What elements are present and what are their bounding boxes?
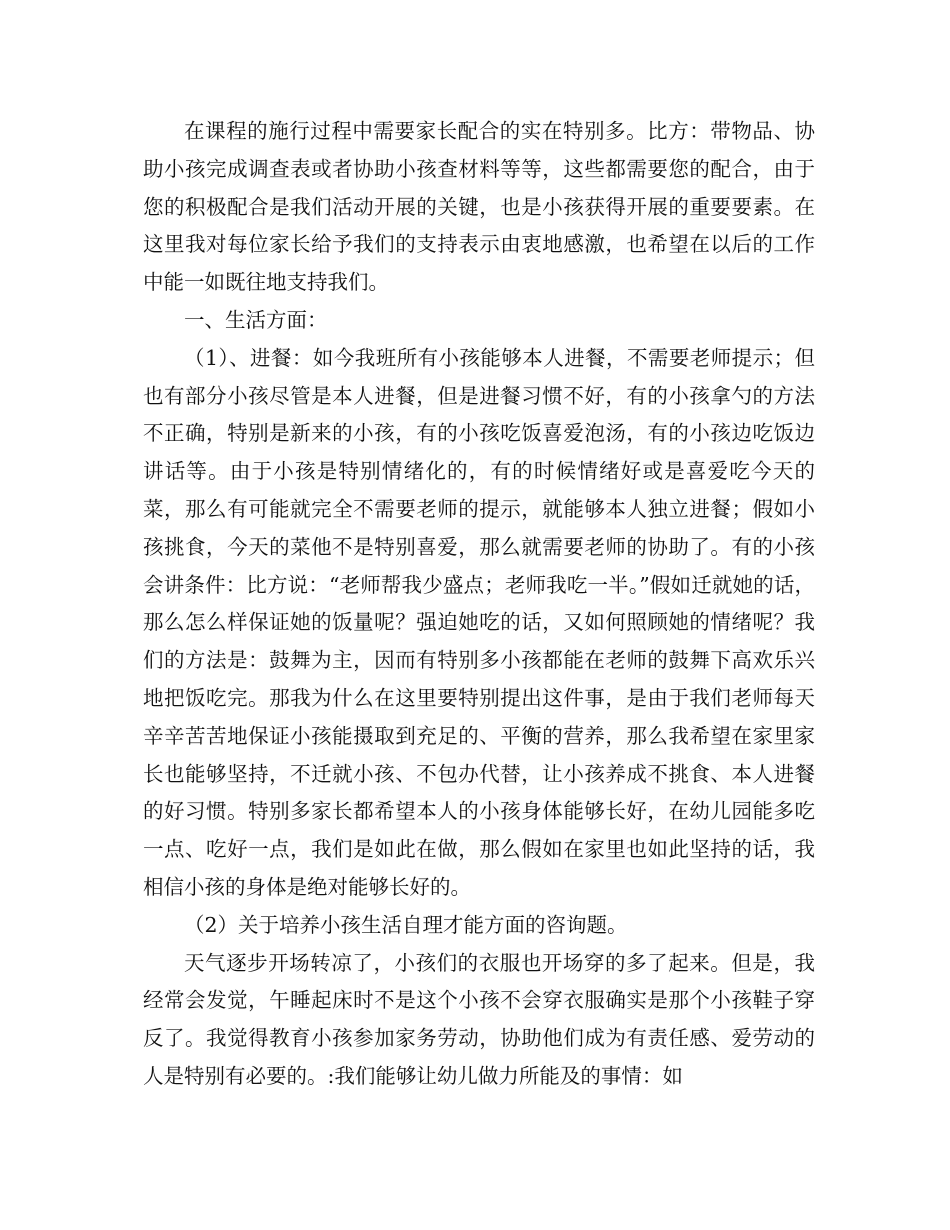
- paragraph-eating: （1）、进餐：如今我班所有小孩能够本人进餐，不需要老师提示；但也有部分小孩尽管是本人进餐，但是进餐习惯不好，有的小孩拿勺的方法不正确，特别是新来的小孩，有的小孩吃饭喜爱泡汤，有的小孩边吃饭边讲话等。由于小孩是特别情绪化的，有的时候情绪好或是喜爱吃今天的菜，那么有可能就完全不需要老师的提示，就能够本人独立进餐；假如小孩挑食，今天的菜他不是特别喜爱，那么就需要老师的协助了。有的小孩会讲条件：比方说：“老师帮我少盛点；老师我吃一半。”假如迁就她的话，那么怎么样保证她的饭量呢？强迫她吃的话，又如何照顾她的情绪呢？我们的方法是：鼓舞为主，因而有特别多小孩都能在老师的鼓舞下高欢乐兴地把饭吃完。那我为什么在这里要特别提出这件事，是由于我们老师每天辛辛苦苦地保证小孩能摄取到充足的、平衡的营养，那么我希望在家里家长也能够坚持，不迁就小孩、不包办代替，让小孩养成不挑食、本人进餐的好习惯。特别多家长都希望本人的小孩身体能够长好，在幼儿园能多吃一点、吃好一点，我们是如此在做，那么假如在家里也如此坚持的话，我相信小孩的身体是绝对能够长好的。: [143, 345, 815, 899]
- paragraph-intro: 在课程的施行过程中需要家长配合的实在特别多。比方：带物品、协助小孩完成调查表或者协助小孩查材料等等，这些都需要您的配合，由于您的积极配合是我们活动开展的关键，也是小孩获得开展的重要要素。在这里我对每位家长给予我们的支持表示由衷地感激，也希望在以后的工作中能一如既往地支持我们。: [143, 119, 815, 295]
- section-heading-life: 一、生活方面：: [184, 307, 328, 332]
- paragraph-weather: 天气逐步开场转凉了，小孩们的衣服也开场穿的多了起来。但是，我经常会发觉，午睡起床时不是这个小孩不会穿衣服确实是那个小孩鞋子穿反了。我觉得教育小孩参加家务劳动，协助他们成为有责任感、爱劳动的人是特别有必要的。:我们能够让幼儿做力所能及的事情：如: [143, 950, 815, 1088]
- subheading-self-care: （2）关于培养小孩生活自理才能方面的咨询题。: [184, 912, 628, 937]
- document-page: [143, 113, 815, 1096]
